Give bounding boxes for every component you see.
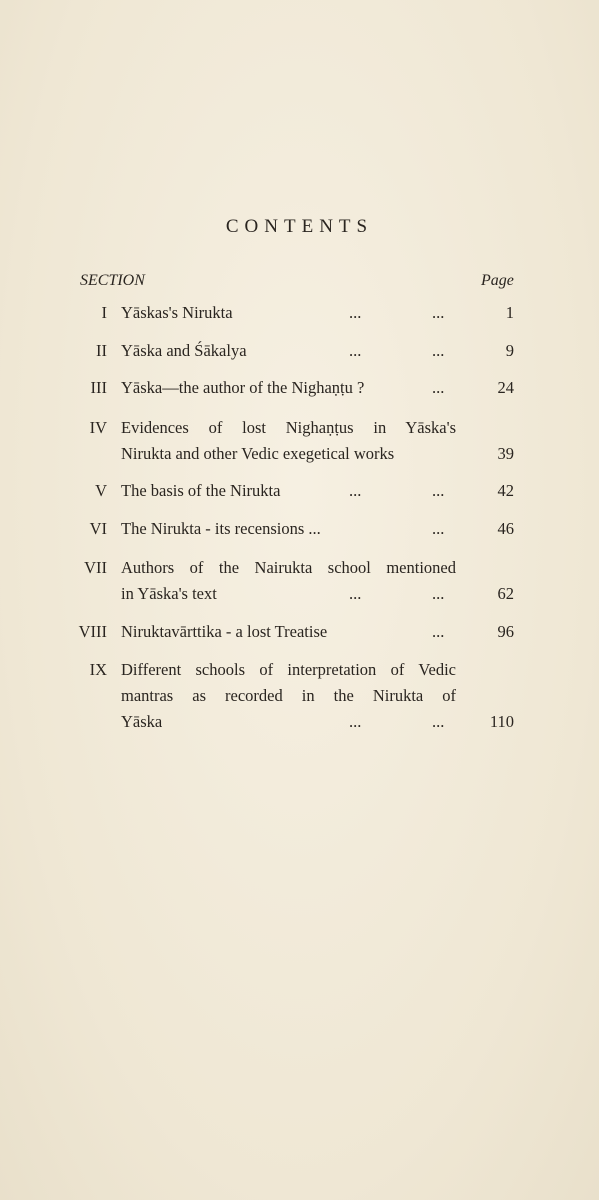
section-title: Yāska bbox=[121, 712, 163, 731]
dot-leader: ... bbox=[349, 341, 362, 360]
section-title: Nirukta and other Vedic exegetical works bbox=[121, 444, 395, 463]
section-title: Evidences of lost Nighaṇṭus in Yāska's bbox=[121, 418, 456, 437]
section-number: VII bbox=[84, 558, 107, 577]
section-title: Authors of the Nairukta school mentioned bbox=[121, 558, 456, 577]
dot-leader: ... bbox=[349, 481, 362, 500]
page-number: 110 bbox=[489, 712, 514, 731]
page-number: 96 bbox=[497, 622, 514, 641]
dot-leader: ... bbox=[432, 584, 445, 603]
dot-leader: ... bbox=[432, 622, 445, 641]
dot-leader: ... bbox=[432, 519, 445, 538]
page-number: 1 bbox=[505, 303, 514, 322]
section-title: Different schools of interpretation of Vedic bbox=[121, 660, 456, 679]
section-title: The Nirukta - its recensions ... bbox=[121, 519, 321, 538]
section-title: Yāskas's Nirukta bbox=[121, 303, 233, 322]
section-title: Yāska and Śākalya bbox=[121, 341, 247, 360]
dot-leader: ... bbox=[349, 303, 362, 322]
page-number: 46 bbox=[497, 519, 514, 538]
dot-leader: ... bbox=[432, 712, 445, 731]
section-title: Yāska—the author of the Nighaṇṭu ? bbox=[121, 378, 365, 397]
section-number: I bbox=[101, 303, 107, 322]
contents-heading: CONTENTS bbox=[225, 216, 374, 237]
section-number: VI bbox=[89, 519, 107, 538]
page-number: 9 bbox=[505, 341, 514, 360]
section-title: The basis of the Nirukta bbox=[121, 481, 281, 500]
dot-leader: ... bbox=[432, 481, 445, 500]
section-title: Niruktavārttika - a lost Treatise bbox=[121, 622, 328, 641]
section-title: mantras as recorded in the Nirukta of bbox=[121, 686, 456, 705]
section-number: IX bbox=[89, 660, 107, 679]
page-number: 24 bbox=[497, 378, 514, 397]
section-column-label: SECTION bbox=[80, 272, 145, 289]
dot-leader: ... bbox=[432, 303, 445, 322]
dot-leader: ... bbox=[349, 584, 362, 603]
section-number: IV bbox=[89, 418, 107, 437]
section-number: III bbox=[90, 378, 107, 397]
dot-leader: ... bbox=[432, 378, 445, 397]
page-number: 42 bbox=[497, 481, 514, 500]
dot-leader: ... bbox=[349, 712, 362, 731]
section-title: in Yāska's text bbox=[121, 584, 217, 603]
dot-leader: ... bbox=[432, 341, 445, 360]
page-number: 62 bbox=[497, 584, 514, 603]
section-number: V bbox=[95, 481, 107, 500]
page-number: 39 bbox=[497, 444, 514, 463]
section-number: II bbox=[96, 341, 107, 360]
section-number: VIII bbox=[78, 622, 107, 641]
page-column-label: Page bbox=[481, 272, 514, 289]
